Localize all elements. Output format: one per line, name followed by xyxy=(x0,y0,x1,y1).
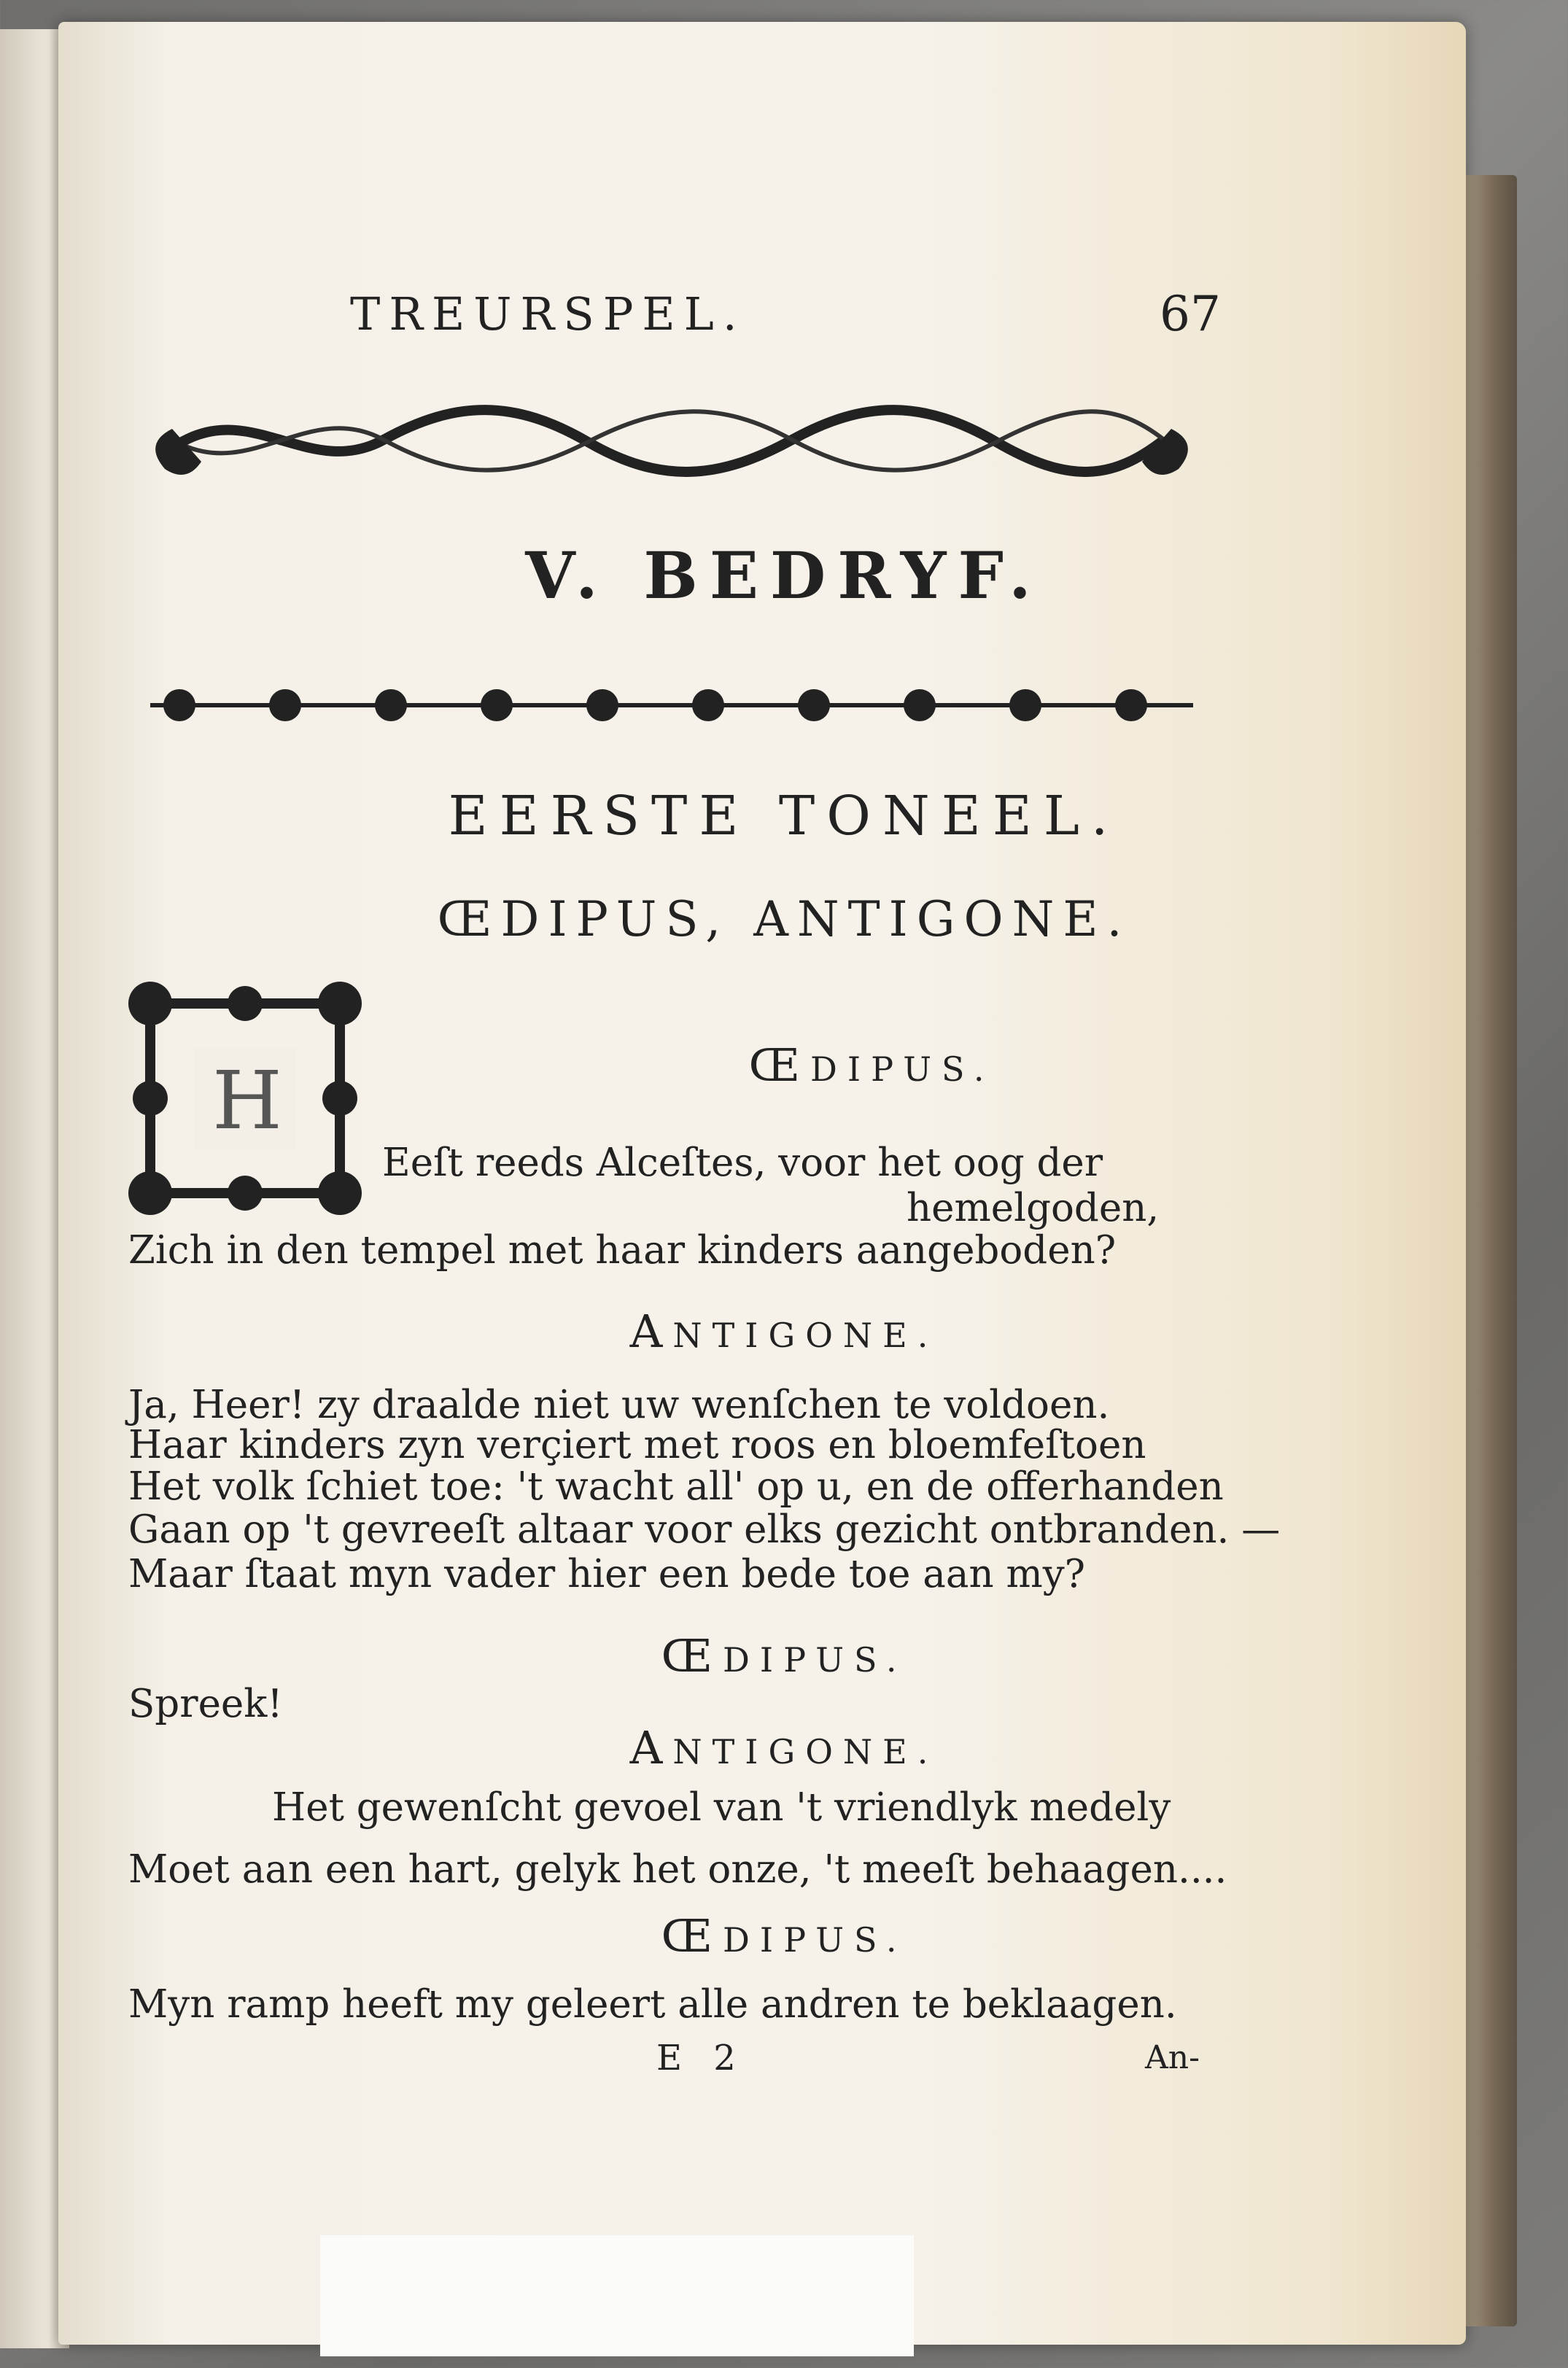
verse-line: Moet aan een hart, gelyk het onze, 't meeſt behaagen.... xyxy=(128,1847,1227,1892)
drop-cap-letter: H xyxy=(212,1054,282,1147)
redaction-patch xyxy=(320,2235,914,2356)
speaker-oedipus: ŒDIPUS. xyxy=(661,1909,907,1963)
speaker-antigone: ANTIGONE. xyxy=(629,1721,939,1774)
catchword: An- xyxy=(1145,2039,1200,2076)
act-title: V. BEDRYF. xyxy=(525,537,1043,613)
scene-title: EERSTE TONEEL. xyxy=(448,785,1120,847)
decorated-initial xyxy=(121,974,369,1222)
cast-list: ŒDIPUS, ANTIGONE. xyxy=(437,891,1131,947)
page-number: 67 xyxy=(1160,286,1221,342)
verse-line: hemelgoden, xyxy=(907,1186,1160,1230)
speaker-antigone: ANTIGONE. xyxy=(629,1305,939,1358)
verse-line: Ja, Heer! zy draalde niet uw wenſchen te voldoen. xyxy=(128,1383,1110,1427)
speaker-oedipus: ŒDIPUS. xyxy=(748,1039,995,1092)
floral-ornament-band xyxy=(136,671,1208,740)
verse-line: Maar ſtaat myn vader hier een bede toe aan my? xyxy=(128,1552,1086,1596)
verse-line: Haar kinders zyn verçiert met roos en bloemfeſtoen xyxy=(128,1423,1146,1467)
verse-line: Het gewenſcht gevoel van 't vriendlyk medely xyxy=(272,1785,1171,1830)
verse-line: Het volk ſchiet toe: 't wacht all' op u, en de offerhanden xyxy=(128,1464,1224,1509)
verse-line: Eeſt reeds Alceſtes, voor het oog der xyxy=(382,1141,1103,1185)
speaker-oedipus: ŒDIPUS. xyxy=(661,1629,907,1682)
verse-line: Zich in den tempel met haar kinders aangeboden? xyxy=(128,1228,1117,1273)
verse-line: Gaan op 't gevreeſt altaar voor elks gezicht ontbranden. — xyxy=(128,1507,1281,1552)
vine-ornament-band xyxy=(136,400,1208,484)
signature-mark: E 2 xyxy=(656,2038,746,2078)
verse-line: Spreek! xyxy=(128,1682,283,1726)
running-title: TREURSPEL. xyxy=(350,287,746,341)
verse-line: Myn ramp heeft my geleert alle andren te beklaagen. xyxy=(128,1982,1177,2027)
